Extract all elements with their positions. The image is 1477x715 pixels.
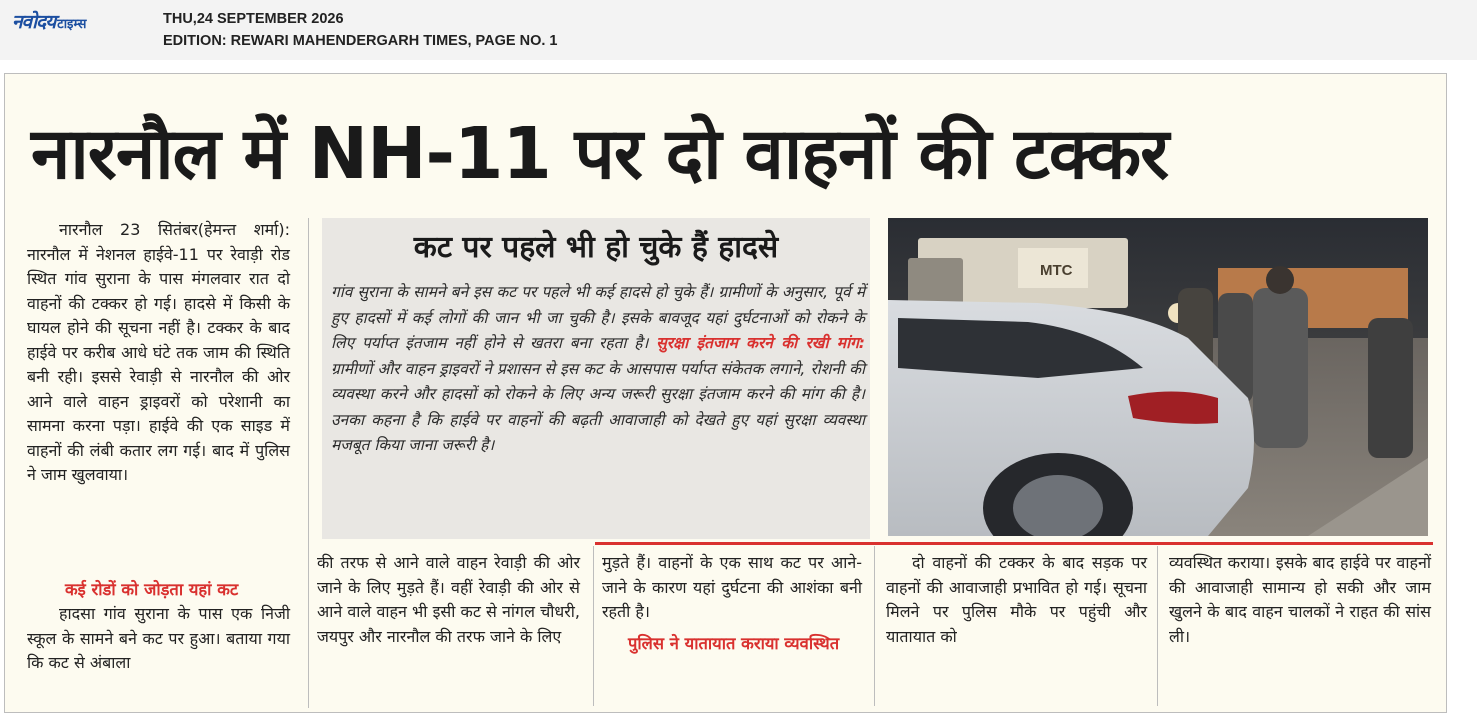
newspaper-logo[interactable] xyxy=(12,8,140,36)
accident-photo-image xyxy=(888,218,1428,536)
truck-text: MTC xyxy=(1040,262,1073,279)
box-subheading: सुरक्षा इंतजाम करने की रखी मांग: xyxy=(656,334,866,352)
article-headline: नारनौल में NH-11 पर दो वाहनों की टक्कर xyxy=(31,112,1169,195)
box-text-1: गांव सुराना के सामने बने इस कट पर पहले भी कई हादसे हो चुके हैं। ग्रामीणों के अनुसार, पूर्व में हुए हादसों में कई लोगों की जान भी जा चुकी है। इसके बावजूद यहां दुर्घटनाओं को रोकने के लिए पर्याप्त इंतजाम नहीं होने से खतरा बना रहता है। xyxy=(331,283,865,352)
col3-subheading: पुलिस ने यातायात कराया व्यवस्थित xyxy=(628,634,840,653)
section-divider xyxy=(595,542,1433,545)
article-col5-text: व्यवस्थित कराया। इसके बाद हाईवे पर वाहनों की आवाजाही सामान्य हो सकी और जाम खुलने के बाद वाहन चालकों ने राहत की सांस ली। xyxy=(1169,553,1431,646)
edition-info xyxy=(163,8,557,52)
column-divider xyxy=(593,546,594,706)
article-col3-text: मुड़ते हैं। वाहनों के एक साथ कट पर आने-जाने के कारण यहां दुर्घटना की आशंका बनी रहती है। xyxy=(602,553,862,621)
edition-line: EDITION: REWARI MAHENDERGARH TIMES, PAGE NO. 1 xyxy=(163,33,558,49)
logo-main-text: नवोदय xyxy=(12,11,56,33)
accident-photo xyxy=(888,218,1428,536)
newspaper-clipping xyxy=(4,73,1447,713)
logo-sub-text: टाइम्स xyxy=(57,17,87,32)
column-divider xyxy=(308,218,309,708)
info-box xyxy=(322,218,870,539)
article-col4-text: दो वाहनों की टक्कर के बाद सड़क पर वाहनों की आवाजाही प्रभावित हो गई। सूचना मिलने पर पुलिस मौके पर पहुंची और यातायात को xyxy=(886,553,1147,646)
article-col1-text2: हादसा गांव सुराना के पास एक निजी स्कूल के सामने बने कट पर हुआ। बताया गया कि कट से अंबाला xyxy=(27,604,290,672)
top-bar xyxy=(0,0,1477,60)
article-col2-text: की तरफ से आने वाले वाहन रेवाड़ी की ओर जाने के लिए मुड़ते हैं। वहीं रेवाड़ी की ओर से आने वाले वाहन भी इसी कट से नांगल चौधरी, जयपुर और नारनौल की तरफ जाने के लिए xyxy=(317,553,580,646)
box-title: कट पर पहले भी हो चुके हैं हादसे xyxy=(413,230,779,265)
article-col1-text: नारनौल 23 सितंबर(हेमन्त शर्मा): नारनौल में नेशनल हाईवे-11 पर रेवाड़ी रोड स्थित गांव सुराना के पास मंगलवार रात दो वाहनों की टक्कर हो गई। हादसे में किसी के घायल होने की सूचना नहीं है। टक्कर के बाद हाईवे पर करीब आधे घंटे तक जाम की स्थिति बनी रही। इससे रेवाड़ी से नारनौल की ओर आने वाले वाहन ड्राइवरों को परेशानी का सामना करना पड़ा। हाईवे की एक साइड में वाहनों की लंबी कतार लग गई। बाद में पुलिस ने जाम खुलवाया। xyxy=(27,220,290,484)
column-divider xyxy=(1157,546,1158,706)
col1-subheading: कई रोडों को जोड़ता यहां कट xyxy=(65,580,239,599)
article-column-1 xyxy=(27,218,290,488)
box-text-2: ग्रामीणों और वाहन ड्राइवरों ने प्रशासन से इस कट के आसपास पर्याप्त संकेतक लगाने, रोशनी की व्यवस्था करने और हादसों को रोकने के लिए अन्य जरूरी सुरक्षा इंतजाम करने की मांग की है। उनका कहना है कि हाईवे पर वाहनों की बढ़ती आवाजाही को देखते हुए यहां सुरक्षा व्यवस्था मजबूत किया जाना जरूरी है। xyxy=(331,359,865,454)
date-line: THU,24 SEPTEMBER 2026 xyxy=(163,11,344,27)
column-divider xyxy=(874,546,875,706)
box-body xyxy=(331,280,865,459)
